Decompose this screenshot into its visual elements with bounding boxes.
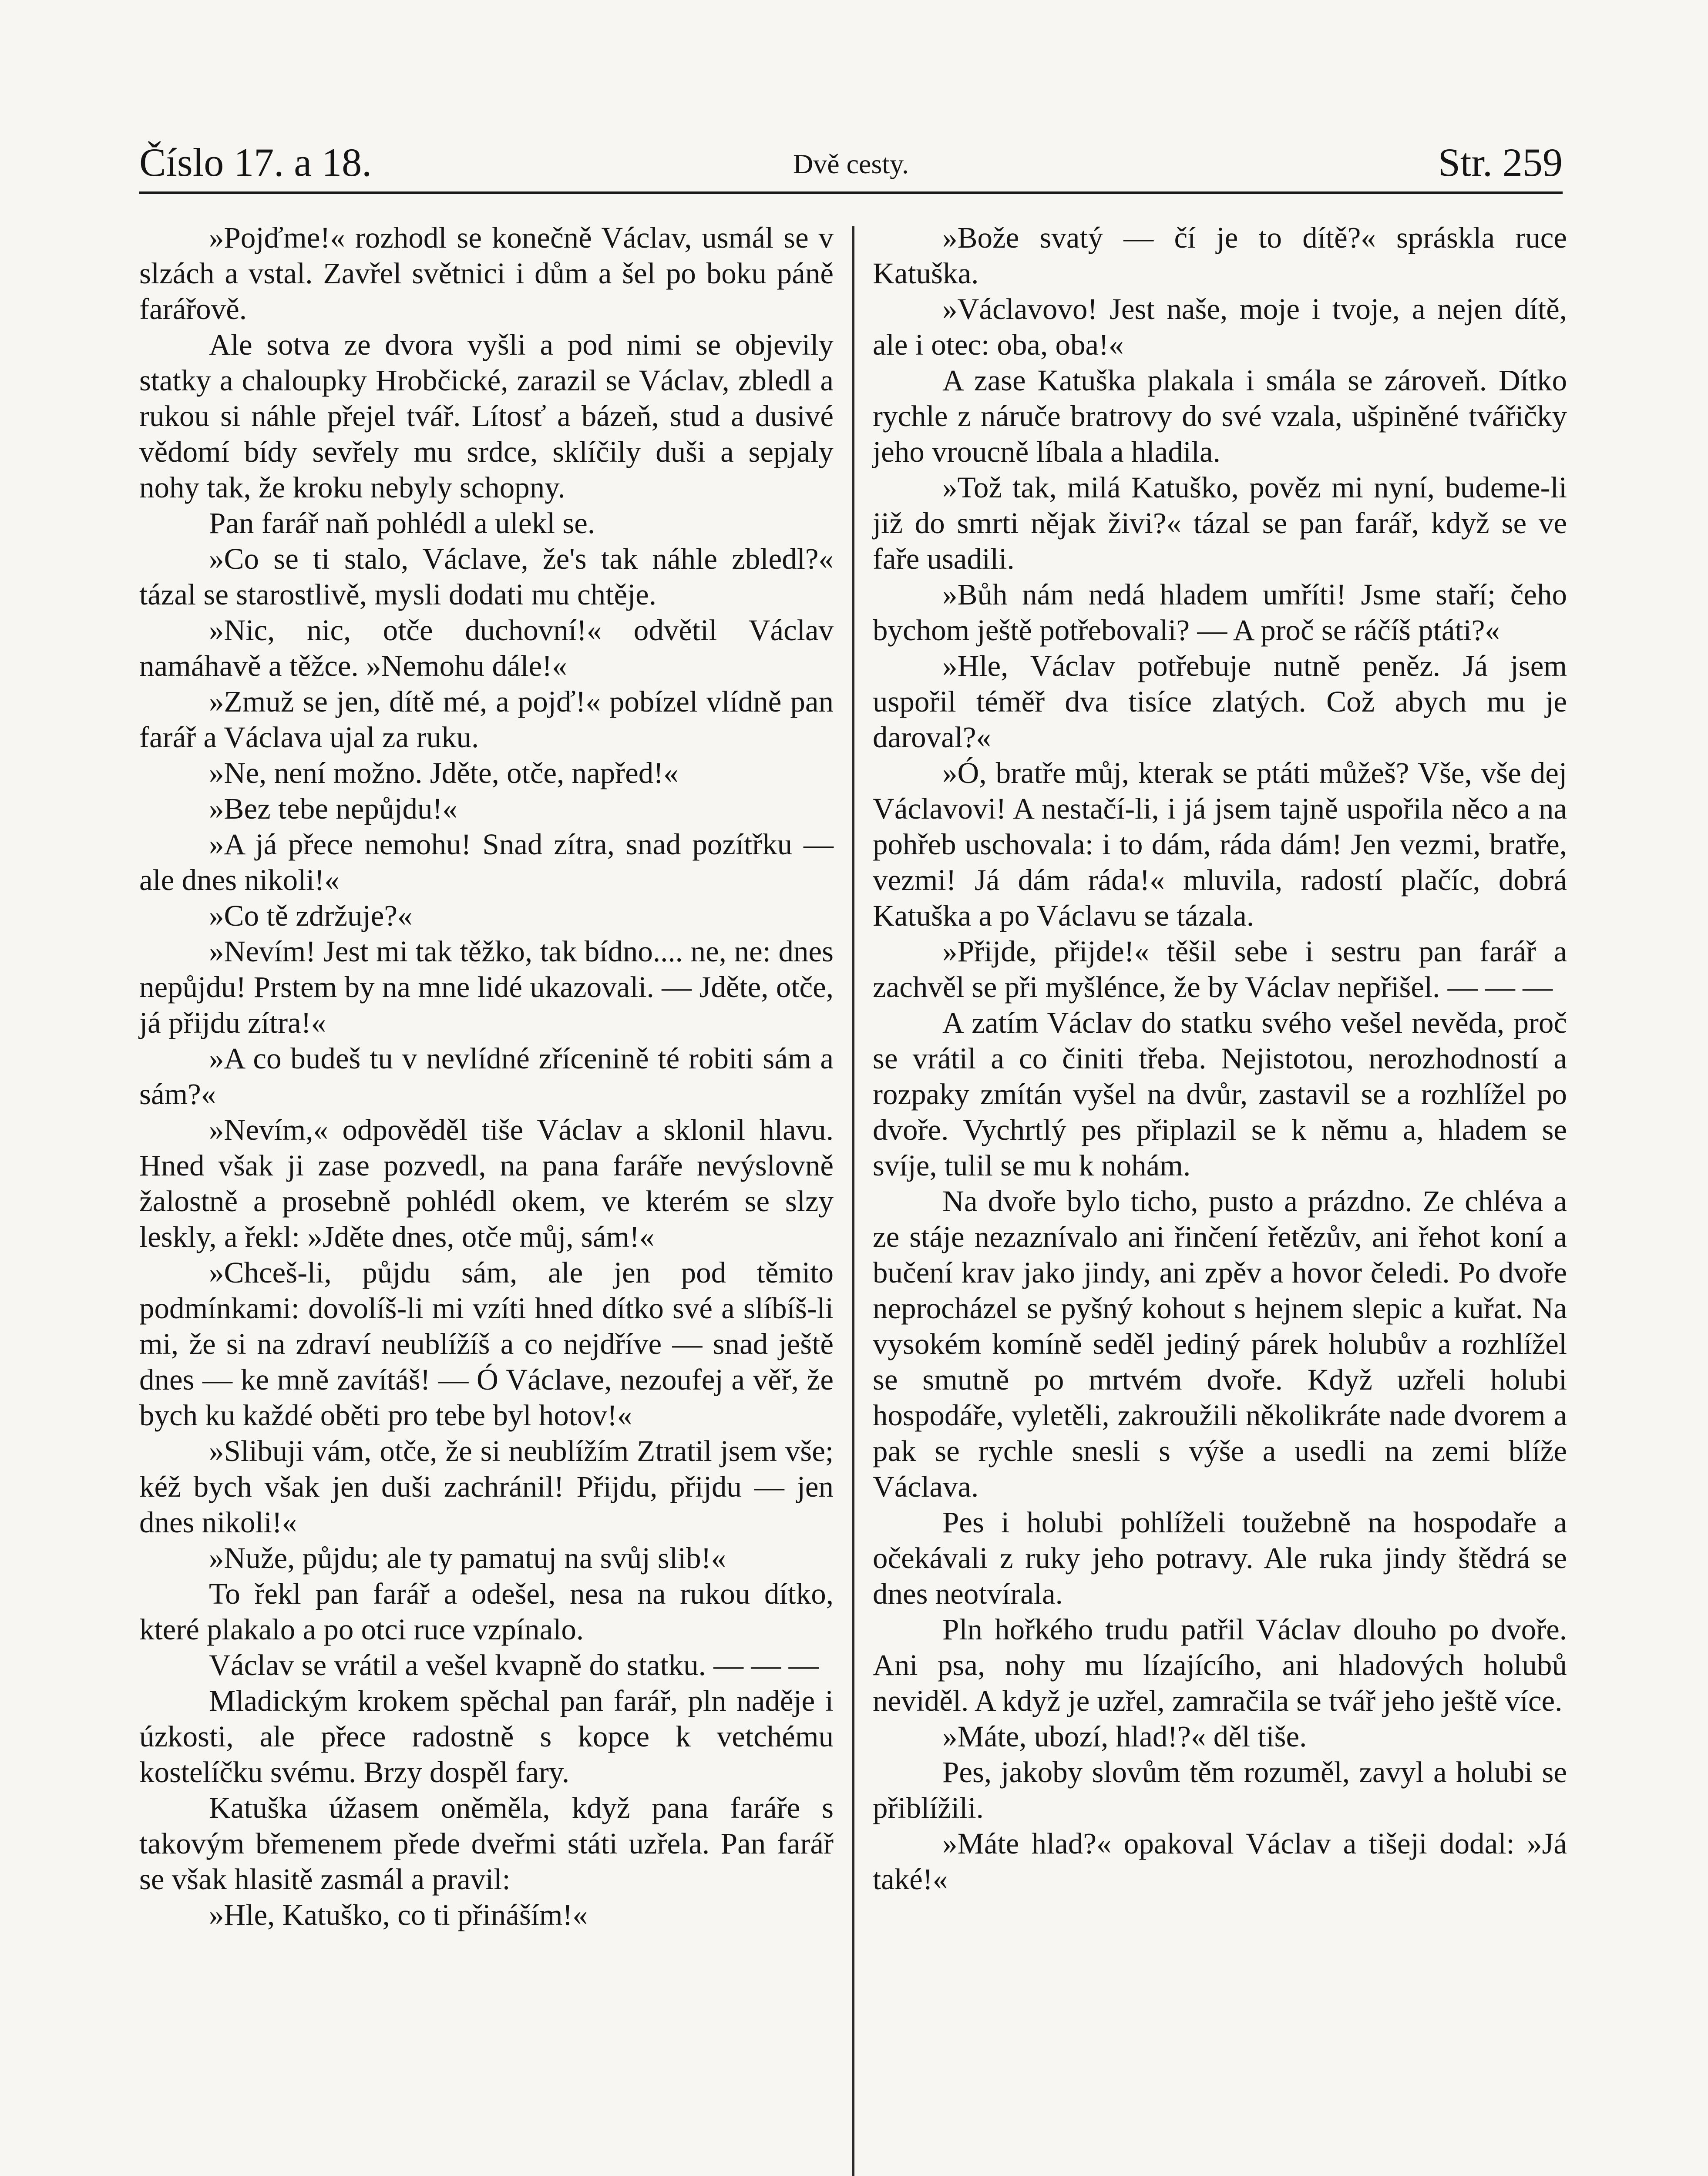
paragraph: »Přijde, přijde!« těšil sebe i sestru pan farář a zachvěl se při myšlénce, že by Václav nepřišel. — — —: [873, 935, 1567, 1004]
paragraph: »Zmuž se jen, dítě mé, a pojď!« pobízel vlídně pan farář a Václava ujal za ruku.: [139, 685, 834, 754]
paragraph: »Pojďme!« rozhodl se konečně Václav, usmál se v slzách a vstal. Zavřel světnici i dům a šel po boku páně farářově.: [139, 221, 834, 326]
paragraph: »Slibuji vám, otče, že si neublížím Ztratil jsem vše; kéž bych však jen duši zachránil! Přijdu, přijdu — jen dnes nikoli!«: [139, 1434, 834, 1539]
paragraph: »Bože svatý — čí je to dítě?« spráskla ruce Katuška.: [873, 221, 1567, 290]
issue-number: Číslo 17. a 18.: [139, 140, 372, 185]
right-column: [873, 220, 1567, 1897]
paragraph: »Hle, Václav potřebuje nutně peněz. Já jsem uspořil téměř dva tisíce zlatých. Což abych mu je daroval?«: [873, 649, 1567, 754]
page-number: Str. 259: [1438, 140, 1563, 185]
paragraph: »Václavovo! Jest naše, moje i tvoje, a nejen dítě, ale i otec: oba, oba!«: [873, 292, 1567, 361]
paragraph: Mladickým krokem spěchal pan farář, pln naděje i úzkosti, ale přece radostně s kopce k vetchému kostelíčku svému. Brzy dospěl fary.: [139, 1684, 834, 1789]
paragraph: Pan farář naň pohlédl a ulekl se.: [209, 507, 595, 540]
paragraph: Pes i holubi pohlíželi toužebně na hospodaře a očekávali z ruky jeho potravy. Ale ruka jindy štědrá se dnes neotvírala.: [873, 1506, 1567, 1610]
header-rule: [139, 191, 1563, 194]
paragraph: »Nic, nic, otče duchovní!« odvětil Václav namáhavě a těžce. »Nemohu dále!«: [139, 614, 834, 682]
paragraph: »Nevím! Jest mi tak těžko, tak bídno.... ne, ne: dnes nepůjdu! Prstem by na mne lidé ukazovali. — Jděte, otče, já přijdu zítra!«: [139, 935, 834, 1039]
paragraph: »Ne, není možno. Jděte, otče, napřed!«: [209, 756, 679, 789]
paragraph: »Hle, Katuško, co ti přináším!«: [209, 1898, 588, 1931]
paragraph: »Bůh nám nedá hladem umříti! Jsme staří; čeho bychom ještě potřebovali? — A proč se ráčíš ptáti?«: [873, 578, 1567, 647]
paragraph: »Máte hlad?« opakoval Václav a tišeji dodal: »Já také!«: [873, 1827, 1567, 1896]
paragraph: »A co budeš tu v nevlídné zřícenině té robiti sám a sám?«: [139, 1042, 834, 1111]
paragraph: »Nuže, půjdu; ale ty pamatuj na svůj slib!«: [209, 1541, 726, 1575]
paragraph: Katuška úžasem oněměla, když pana faráře s takovým břemenem přede dveřmi státi uzřela. Pan farář se však hlasitě zasmál a pravil:: [139, 1791, 834, 1896]
paragraph: »Ó, bratře můj, kterak se ptáti můžeš? Vše, vše dej Václavovi! A nestačí-li, i já jsem tajně uspořila něco a na pohřeb uschovala: i to dám, ráda dám! Jen vezmi, bratře, vezmi! Já dám ráda!« mluvila, radostí plačíc, dobrá Katuška a po Václavu se tázala.: [873, 756, 1567, 932]
paragraph: Václav se vrátil a vešel kvapně do statku. — — —: [209, 1649, 819, 1682]
paragraph: »Bez tebe nepůjdu!«: [209, 792, 457, 825]
paragraph: »Co tě zdržuje?«: [209, 899, 413, 932]
paragraph: Na dvoře bylo ticho, pusto a prázdno. Ze chléva a ze stáje nezaznívalo ani řinčení řetězův, ani řehot koní a bučení krav jako jindy, ani zpěv a hovor čeledi. Po dvoře neprocházel se pyšný kohout s hejnem slepic a kuřat. Na vysokém komíně seděl jediný párek holubův a rozhlížel se smutně po mrtvém dvoře. Když uzřeli holubi hospodáře, vyletěli, zakroužili několikráte nade dvorem a pak se rychle snesli s výše a usedli na zemi blíže Václava.: [873, 1185, 1567, 1503]
paragraph: Pes, jakoby slovům těm rozuměl, zavyl a holubi se přiblížili.: [873, 1756, 1567, 1824]
paragraph: Pln hořkého trudu patřil Václav dlouho po dvoře. Ani psa, nohy mu lízajícího, ani hladových holubů neviděl. A když je uzřel, zamračila se tvář jeho ještě více.: [873, 1613, 1567, 1717]
paragraph: To řekl pan farář a odešel, nesa na rukou dítko, které plakalo a po otci ruce vzpínalo.: [139, 1577, 834, 1646]
paragraph: »A já přece nemohu! Snad zítra, snad pozítřku — ale dnes nikoli!«: [139, 828, 834, 897]
paragraph: »Máte, ubozí, hlad!?« děl tiše.: [942, 1720, 1307, 1753]
running-header: [139, 139, 1563, 187]
column-divider: [852, 226, 854, 2176]
paragraph: »Tož tak, milá Katuško, pověz mi nyní, budeme-li již do smrti nějak živi?« tázal se pan farář, když se ve faře usadili.: [873, 471, 1567, 575]
paragraph: »Nevím,« odpověděl tiše Václav a sklonil hlavu. Hned však ji zase pozvedl, na pana faráře nevýslovně žalostně a prosebně pohlédl okem, ve kterém se slzy leskly, a řekl: »Jděte dnes, otče můj, sám!«: [139, 1113, 834, 1253]
paragraph: »Co se ti stalo, Václave, že's tak náhle zbledl?« tázal se starostlivě, mysli dodati mu chtěje.: [139, 542, 834, 611]
running-title: Dvě cesty.: [793, 148, 909, 179]
paragraph: Ale sotva ze dvora vyšli a pod nimi se objevily statky a chaloupky Hrobčické, zarazil se Václav, zbledl a rukou si náhle přejel tvář. Lítosť a bázeň, stud a dusivé vědomí bídy sevřely mu srdce, sklíčily duši a sepjaly nohy tak, že kroku nebyly schopny.: [139, 328, 834, 504]
paragraph: A zase Katuška plakala i smála se zároveň. Dítko rychle z náruče bratrovy do své vzala, ušpiněné tvářičky jeho vroucně líbala a hladila.: [873, 364, 1567, 468]
paragraph: »Chceš-li, půjdu sám, ale jen pod těmito podmínkami: dovolíš-li mi vzíti hned dítko své a slíbíš-li mi, že si na zdraví neublížíš a co nejdříve — snad ještě dnes — ke mně zavítáš! — Ó Václave, nezoufej a věř, že bych ku každé oběti pro tebe byl hotov!«: [139, 1256, 834, 1432]
left-column: [139, 220, 834, 1933]
paragraph: A zatím Václav do statku svého vešel nevěda, proč se vrátil a co činiti třeba. Nejistotou, nerozhodností a rozpaky zmítán vyšel na dvůr, zastavil se a rozhlížel po dvoře. Vychrtlý pes připlazil se k němu a, hladem se svíje, tulil se mu k nohám.: [873, 1006, 1567, 1182]
